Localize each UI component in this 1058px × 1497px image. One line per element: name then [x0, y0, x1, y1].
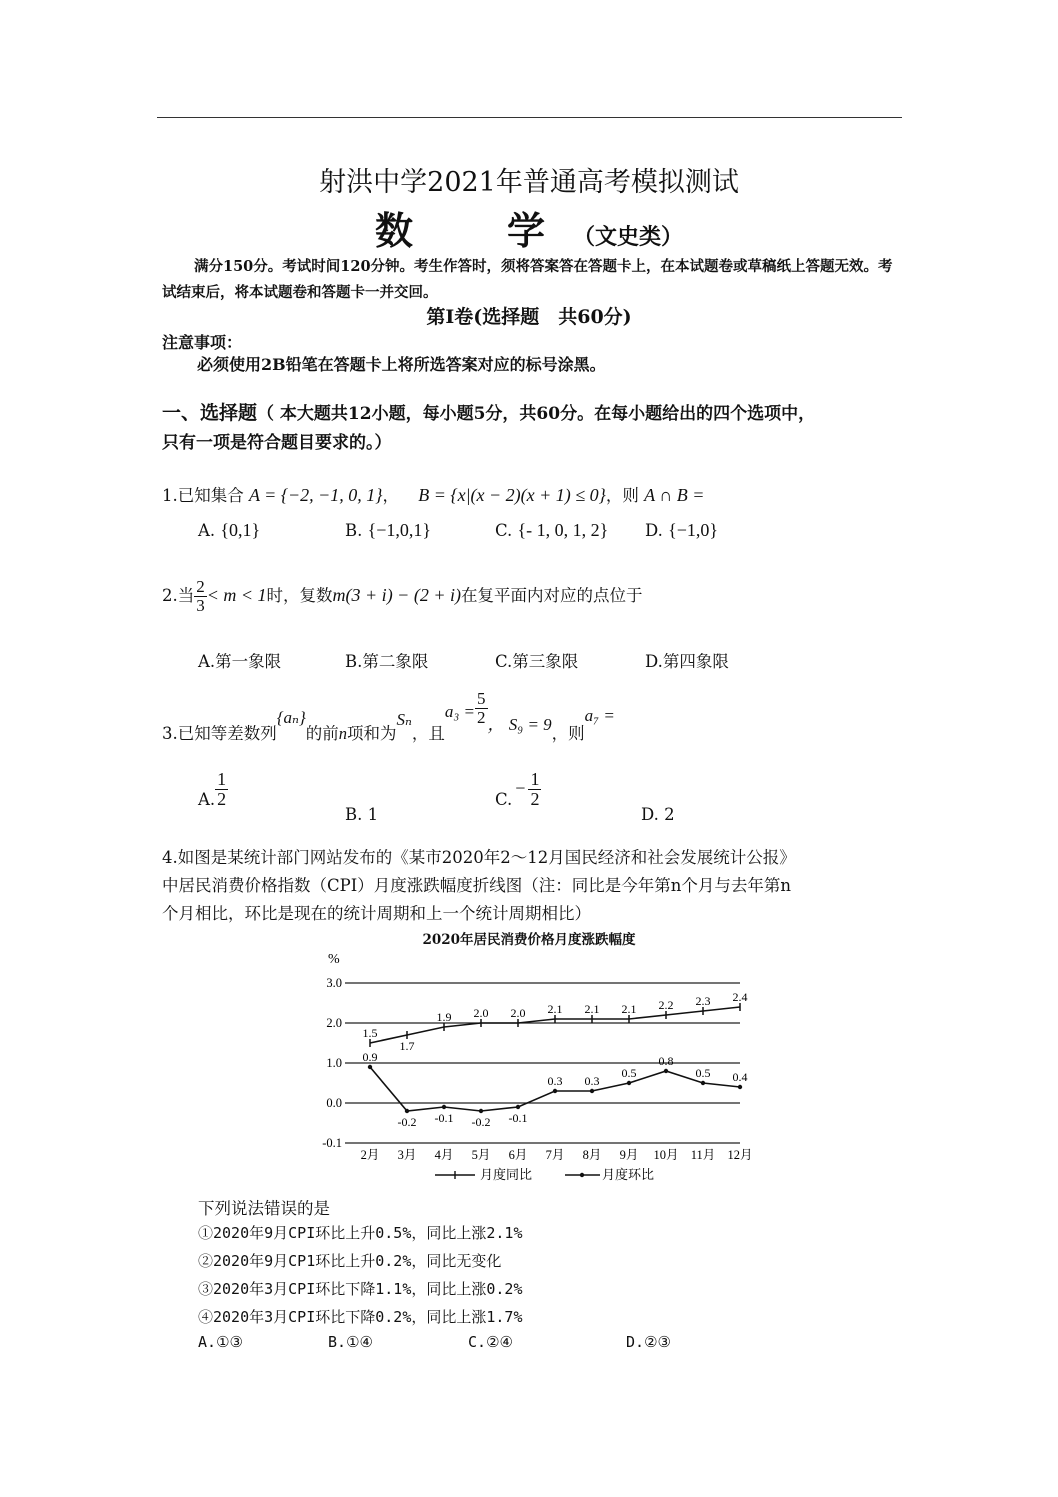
q1-set-a: A = {−2, −1, 0, 1} [249, 485, 383, 505]
frac-den: 2 [217, 788, 227, 809]
q3-a3: a₃ = [444, 702, 476, 721]
header-rule [157, 117, 902, 118]
chart-title: 2020年居民消费价格月度涨跌幅度 [422, 932, 636, 948]
q3-prefix: 3.已知等差数列 [162, 724, 277, 743]
frac-num: 1 [530, 769, 540, 789]
q3-option-b: B. 1 [345, 805, 379, 824]
q4-statement-4: ④2020年3月CPI环比下降0.2%，同比上涨1.7% [198, 1308, 523, 1326]
frac-den: 3 [196, 595, 205, 615]
data-point [442, 1105, 446, 1109]
option-label: C. [468, 1333, 487, 1351]
frac-num: 1 [217, 769, 227, 789]
subject-note: （文史类） [573, 224, 684, 250]
x-tick-label: 11月 [690, 1148, 716, 1162]
question-3 [162, 690, 615, 744]
data-label: 1.5 [362, 1026, 378, 1040]
option-label: B. [328, 1333, 347, 1351]
y-tick-label: 1.0 [326, 1056, 342, 1070]
option-value: {−1,0,1} [367, 520, 432, 540]
option-label: B. [345, 652, 363, 671]
q2-expression: m(3 + i) − (2 + i) [332, 584, 461, 605]
data-point [627, 1081, 631, 1085]
q2-fraction [194, 578, 207, 615]
option-label: A. [198, 521, 216, 540]
option-sign: − [515, 777, 526, 798]
q4-text-line2: 中居民消费价格指数（CPI）月度涨跌幅度折线图（注：同比是今年第n个月与去年第n [162, 876, 791, 895]
q2-option-b [345, 648, 428, 672]
option-value: 第四象限 [662, 652, 729, 671]
q3-n: n [338, 724, 347, 743]
q1-set-b: B = {x|(x − 2)(x + 1) ≤ 0} [418, 485, 606, 505]
frac-num: 2 [196, 577, 205, 596]
option-value: {- 1, 0, 1, 2} [517, 520, 609, 540]
q1-prefix: 1.已知集合 [162, 486, 244, 505]
option-value: 第三象限 [512, 652, 579, 671]
data-label: 0.9 [362, 1050, 378, 1064]
q3-option-a [198, 770, 228, 809]
data-point [553, 1089, 557, 1093]
q3-s9: ， S₉ = 9 [487, 715, 552, 734]
question-1 [162, 470, 704, 506]
data-point [368, 1065, 372, 1069]
option-label: A. [198, 652, 216, 671]
q2-tail: 在复平面内对应的点位于 [460, 585, 643, 605]
q3-tail: ，则 [551, 724, 585, 743]
data-point [664, 1069, 668, 1073]
q3-sequence: {aₙ} [276, 708, 306, 727]
y-tick-label: 0.0 [326, 1096, 342, 1110]
option-value: ②③ [644, 1333, 671, 1351]
option-label: D. [645, 521, 663, 540]
q1-ask: A ∩ B = [644, 485, 705, 505]
q2-option-d [645, 648, 729, 672]
q4-question: 下列说法错误的是 [198, 1199, 330, 1218]
q3-a7: a₇ = [584, 706, 615, 725]
q3-fraction [475, 690, 488, 727]
option-value: ①④ [346, 1333, 373, 1351]
q3-option-c [495, 770, 541, 809]
q1-comma: ， [382, 486, 400, 505]
frac-den: 2 [477, 707, 486, 727]
q4-option-c [468, 1333, 513, 1351]
legend-marker-mom [580, 1173, 584, 1177]
option-label: B. [345, 521, 363, 540]
q2-option-a [198, 648, 281, 672]
q4-text-line1: 4.如图是某统计部门网站发布的《某市2020年2～12月国民经济和社会发展统计公报》 [162, 848, 796, 867]
data-label: -0.1 [508, 1111, 528, 1125]
exam-instructions: 满分150分。考试时间120分钟。考生作答时，须将答案答在答题卡上，在本试题卷或草稿纸上答题无效。考试结束后，将本试题卷和答题卡一并交回。 [162, 258, 893, 301]
data-label: 2.1 [547, 1002, 563, 1016]
legend-label-yoy: 月度同比 [480, 1167, 533, 1182]
option-label: C. [495, 521, 513, 540]
y-tick-label: 3.0 [326, 976, 342, 990]
notice-text: 必须使用2B铅笔在答题卡上将所选答案对应的标号涂黑。 [197, 355, 606, 374]
q1-tail: ，则 [605, 486, 639, 505]
q4-statement-2: ②2020年9月CP1环比上升0.2%，同比无变化 [198, 1252, 502, 1270]
data-point [516, 1105, 520, 1109]
q4-statement-3: ③2020年3月CPI环比下降1.1%，同比上涨0.2% [198, 1280, 523, 1298]
q2-condition: < m < 1 [206, 584, 267, 605]
data-label: 0.5 [695, 1066, 711, 1080]
x-tick-label: 2月 [360, 1148, 380, 1162]
x-tick-label: 4月 [434, 1148, 454, 1162]
exam-title: 射洪中学2021年普通高考模拟测试 [319, 167, 739, 198]
q3-mid2: 项和为 [347, 724, 397, 743]
q4-option-a [198, 1333, 243, 1351]
q1-option-a [198, 520, 260, 541]
part1-heading: 一、选择题 [162, 402, 258, 424]
data-label: -0.2 [397, 1115, 417, 1129]
q3-option-d: D. 2 [641, 805, 675, 824]
data-label: 2.4 [732, 990, 748, 1004]
q2-option-c [495, 648, 578, 672]
x-tick-label: 7月 [545, 1148, 565, 1162]
cpi-line-chart [310, 945, 753, 1195]
x-tick-label: 9月 [619, 1148, 639, 1162]
x-tick-label: 5月 [471, 1148, 491, 1162]
x-tick-label: 12月 [727, 1148, 753, 1162]
q4-option-b [328, 1333, 373, 1351]
data-label: 0.3 [547, 1074, 563, 1088]
x-tick-label: 10月 [653, 1148, 679, 1162]
q1-option-b [345, 520, 431, 541]
question-2 [162, 578, 642, 615]
option-fraction [528, 770, 541, 809]
y-tick-label: 2.0 [326, 1016, 342, 1030]
q3-sn: Sₙ [396, 710, 412, 729]
option-value: ②④ [486, 1333, 513, 1351]
part1-desc-line1: （ 本大题共12小题，每小题5分，共60分。在每小题给出的四个选项中， [257, 404, 816, 424]
data-label: 2.3 [695, 994, 711, 1008]
part1-desc [162, 398, 815, 425]
q1-option-d [645, 520, 718, 541]
q2-prefix: 2.当 [162, 585, 195, 605]
data-label: 0.8 [658, 1054, 674, 1068]
data-label: 0.5 [621, 1066, 637, 1080]
legend-label-mom: 月度环比 [602, 1167, 655, 1182]
q3-mid3: ，且 [411, 724, 445, 743]
option-label: C. [495, 652, 513, 671]
option-fraction [215, 770, 228, 809]
data-label: 2.2 [658, 998, 674, 1012]
data-label: 2.1 [584, 1002, 600, 1016]
q2-mid: 时，复数 [266, 585, 333, 605]
data-point [590, 1089, 594, 1093]
data-label: -0.1 [434, 1111, 454, 1125]
data-label: 0.3 [584, 1074, 600, 1088]
frac-num: 5 [477, 689, 486, 708]
option-value: ①③ [216, 1333, 243, 1351]
frac-den: 2 [530, 788, 540, 809]
notice-label: 注意事项： [162, 333, 243, 352]
data-label: 1.7 [399, 1039, 415, 1053]
data-label: 2.0 [510, 1006, 526, 1020]
data-point [405, 1109, 409, 1113]
q4-text-line3: 个月相比，环比是现在的统计周期和上一个统计周期相比） [162, 904, 591, 923]
q4-statement-1: ①2020年9月CPI环比上升0.5%，同比上涨2.1% [198, 1224, 523, 1242]
option-label: C. [495, 789, 513, 809]
data-label: 2.0 [473, 1006, 489, 1020]
data-point [701, 1081, 705, 1085]
q3-mid1: 的前 [305, 724, 339, 743]
y-axis-unit: % [328, 952, 340, 967]
option-label: D. [626, 1333, 645, 1351]
option-value: 第一象限 [215, 652, 282, 671]
y-tick-label: -0.1 [322, 1136, 342, 1150]
data-label: 2.1 [621, 1002, 637, 1016]
option-label: D. [645, 652, 663, 671]
option-label: A. [198, 1333, 217, 1351]
data-point [738, 1085, 742, 1089]
x-tick-label: 6月 [508, 1148, 528, 1162]
data-label: 1.9 [436, 1010, 452, 1024]
x-tick-label: 8月 [582, 1148, 602, 1162]
option-value: {−1,0} [668, 520, 719, 540]
section-title: 第Ⅰ卷(选择题 共60分) [426, 306, 632, 328]
option-value: 第二象限 [362, 652, 429, 671]
option-value: {0,1} [220, 520, 261, 540]
option-label: A. [198, 789, 216, 809]
q4-option-d [626, 1333, 671, 1351]
data-point [479, 1109, 483, 1113]
x-tick-label: 3月 [397, 1148, 417, 1162]
data-label: 0.4 [732, 1070, 748, 1084]
data-label: -0.2 [471, 1115, 491, 1129]
q1-option-c [495, 520, 608, 541]
part1-desc-line2: 只有一项是符合题目要求的。） [162, 433, 392, 453]
subject-heading [0, 200, 1058, 255]
subject-name: 数 学 [374, 208, 573, 253]
